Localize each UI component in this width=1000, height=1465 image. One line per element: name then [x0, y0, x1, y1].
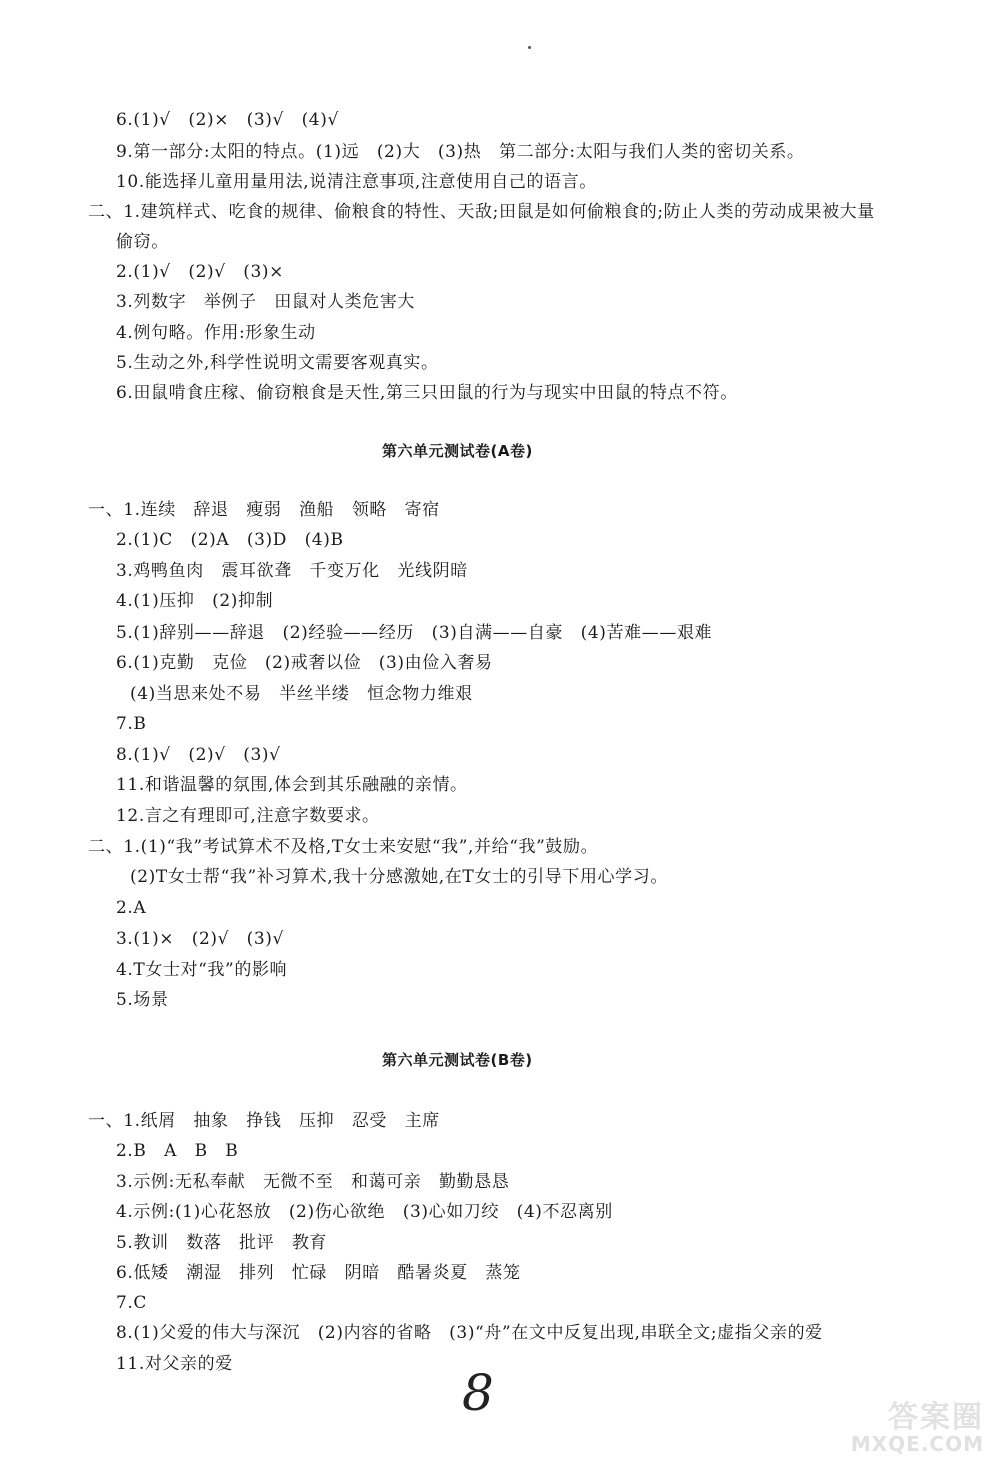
answer-line: (4)当思来处不易 半丝半缕 恒念物力维艰	[130, 684, 473, 704]
answer-line: 8.(1)父爱的伟大与深沉 (2)内容的省略 (3)“舟”在文中反复出现,串联全文;虚指父亲的爱	[116, 1323, 823, 1343]
answer-line: 11.对父亲的爱	[116, 1354, 233, 1374]
answer-line: 二、1.建筑样式、吃食的规律、偷粮食的特性、天敌;田鼠是如何偷粮食的;防止人类的劳动成果被大量	[88, 202, 875, 222]
answer-line: 4.(1)压抑 (2)抑制	[116, 591, 274, 611]
answer-line: 4.例句略。作用:形象生动	[116, 323, 316, 343]
page-number: 8	[462, 1364, 494, 1422]
section-b-title: 第六单元测试卷(B卷)	[382, 1051, 533, 1069]
answer-line: 6.田鼠啃食庄稼、偷窃粮食是天性,第三只田鼠的行为与现实中田鼠的特点不符。	[116, 383, 738, 403]
answer-line: 3.示例:无私奉献 无微不至 和蔼可亲 勤勤恳恳	[116, 1172, 510, 1192]
answer-line: 偷窃。	[116, 232, 169, 252]
answer-line: 2.(1)√ (2)√ (3)×	[116, 262, 284, 282]
answer-line: 9.第一部分:太阳的特点。(1)远 (2)大 (3)热 第二部分:太阳与我们人类的密切关系。	[116, 142, 805, 162]
answer-line: 7.B	[116, 714, 147, 734]
answer-line: 7.C	[116, 1293, 148, 1313]
watermark-url: MXQE.COM	[850, 1432, 984, 1456]
answer-line: 6.低矮 潮湿 排列 忙碌 阴暗 酷暑炎夏 蒸笼	[116, 1263, 521, 1283]
answer-line: 10.能选择儿童用量用法,说清注意事项,注意使用自己的语言。	[116, 172, 597, 192]
answer-line: 12.言之有理即可,注意字数要求。	[116, 806, 380, 826]
answer-line: 5.场景	[116, 990, 169, 1010]
answer-line: 8.(1)√ (2)√ (3)√	[116, 745, 281, 765]
answer-line: 一、1.纸屑 抽象 挣钱 压抑 忍受 主席	[88, 1111, 440, 1131]
answer-line: 3.列数字 举例子 田鼠对人类危害大	[116, 292, 416, 312]
watermark-text: 答案圈	[888, 1400, 984, 1435]
answer-line: 4.T女士对“我”的影响	[116, 960, 288, 980]
answer-line: 一、1.连续 辞退 瘦弱 渔船 领略 寄宿	[88, 500, 440, 520]
answer-line: 5.(1)辞别——辞退 (2)经验——经历 (3)自满——自豪 (4)苦难——艰难	[116, 623, 713, 643]
watermark-logo	[838, 1392, 988, 1458]
answer-line: (2)T女士帮“我”补习算术,我十分感激她,在T女士的引导下用心学习。	[130, 867, 668, 887]
answer-line: 3.(1)× (2)√ (3)√	[116, 929, 284, 949]
answer-line: 11.和谐温馨的氛围,体会到其乐融融的亲情。	[116, 775, 468, 795]
answer-line: 2.B A B B	[116, 1141, 239, 1161]
answer-line: 6.(1)√ (2)× (3)√ (4)√	[116, 110, 339, 130]
section-a-title: 第六单元测试卷(A卷)	[382, 442, 533, 460]
answer-line: 4.示例:(1)心花怒放 (2)伤心欲绝 (3)心如刀绞 (4)不忍离别	[116, 1202, 613, 1222]
answer-line: 3.鸡鸭鱼肉 震耳欲聋 千变万化 光线阴暗	[116, 561, 468, 581]
answer-line: 6.(1)克勤 克俭 (2)戒奢以俭 (3)由俭入奢易	[116, 653, 493, 673]
answer-line: 二、1.(1)“我”考试算术不及格,T女士来安慰“我”,并给“我”鼓励。	[88, 837, 599, 857]
answer-line: 2.A	[116, 898, 147, 918]
answer-line: 2.(1)C (2)A (3)D (4)B	[116, 530, 344, 550]
answer-line: 5.教训 数落 批评 教育	[116, 1233, 328, 1253]
answer-line: 5.生动之外,科学性说明文需要客观真实。	[116, 353, 439, 373]
scan-speck	[528, 46, 531, 49]
